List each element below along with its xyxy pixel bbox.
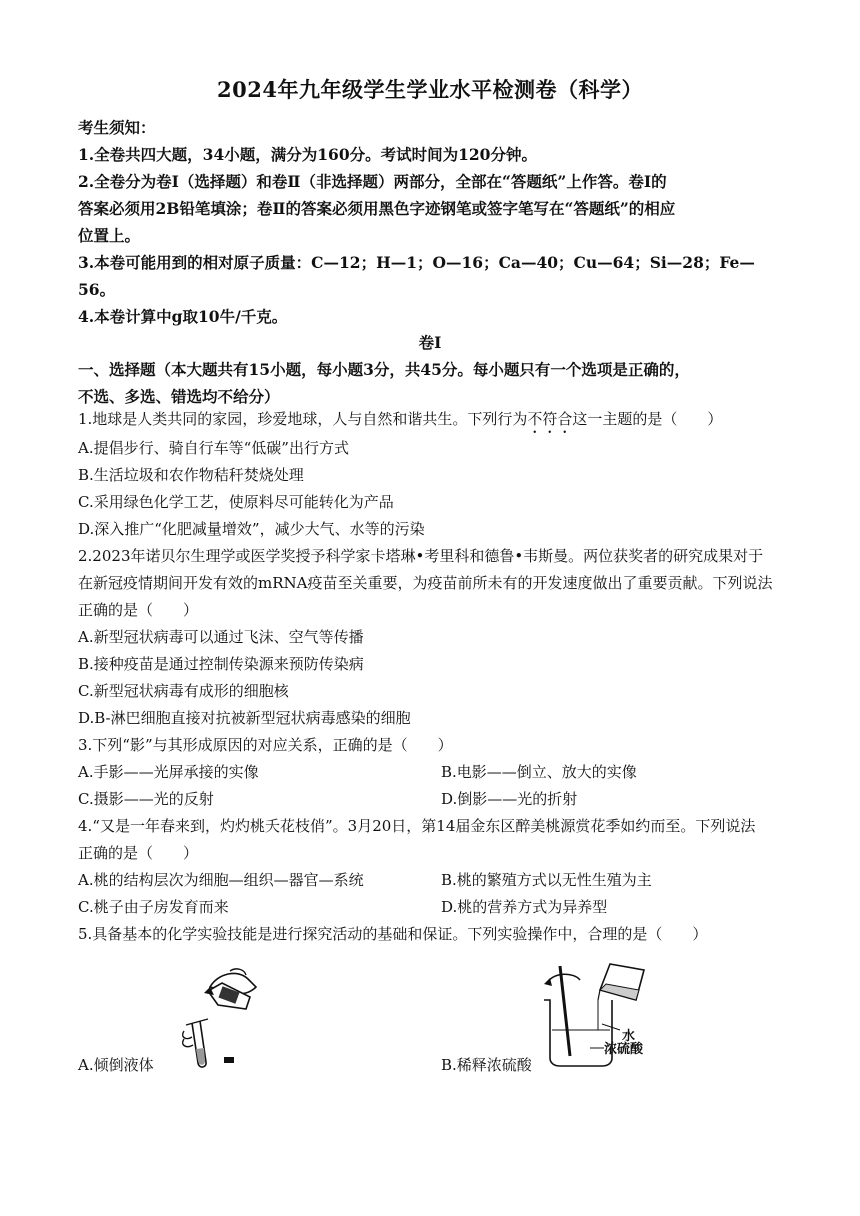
q2-option-d: D.B-淋巴细胞直接对抗被新型冠状病毒感染的细胞	[78, 709, 411, 727]
q3-option-c: C.摄影——光的反射	[78, 790, 214, 808]
q1-option-c: C.采用绿色化学工艺，使原料尽可能转化为产品	[78, 493, 394, 511]
q1-stem-before: 1.地球是人类共同的家园，珍爱地球，人与自然和谐共生。下列行为	[78, 410, 528, 428]
q5-stem: 5.具备基本的化学实验技能是进行探究活动的基础和保证。下列实验操作中，合理的是（ ）	[78, 925, 708, 943]
q2-option-c: C.新型冠状病毒有成形的细胞核	[78, 682, 289, 700]
page-title: 2024年九年级学生学业水平检测卷（科学）	[217, 77, 643, 102]
q3-stem: 3.下列“影”与其形成原因的对应关系，正确的是（ ）	[78, 736, 453, 754]
notice-item-2-cont: 答案必须用2B铅笔填涂；卷Ⅱ的答案必须用黑色字迹钢笔或签字笔写在“答题纸”的相应	[78, 199, 676, 218]
q1-option-b: B.生活垃圾和农作物秸秆焚烧处理	[78, 466, 304, 484]
q5-option-a: A.倾倒液体	[78, 1056, 154, 1074]
q1-stem	[78, 406, 790, 437]
q4-option-b: B.桃的繁殖方式以无性生殖为主	[441, 871, 652, 889]
q5-option-b: B.稀释浓硫酸	[441, 1056, 532, 1074]
section-heading-cont: 不选、多选、错选均不给分）	[78, 387, 280, 406]
notice-item-1: 1.全卷共四大题，34小题，满分为160分。考试时间为120分钟。	[78, 145, 537, 164]
q2-stem-2: 在新冠疫情期间开发有效的mRNA疫苗至关重要，为疫苗前所未有的开发速度做出了重要贡献。下列说法	[78, 574, 773, 592]
notice-item-3: 3.本卷可能用到的相对原子质量：C—12；H—1；O—16；Ca—40；Cu—64；Si—28；Fe—	[78, 253, 755, 272]
q4-option-c: C.桃子由子房发育而来	[78, 898, 229, 916]
q2-option-a: A.新型冠状病毒可以通过飞沫、空气等传播	[78, 628, 364, 646]
notice-heading: 考生须知：	[78, 118, 156, 137]
notice-item-4: 4.本卷计算中g取10牛/千克。	[78, 307, 288, 326]
dilute-acid-figure	[540, 960, 680, 1075]
figure-acid-label: 浓硫酸	[604, 1042, 644, 1057]
q1-option-a: A.提倡步行、骑自行车等“低碳”出行方式	[78, 439, 349, 457]
q2-stem-3: 正确的是（ ）	[78, 601, 199, 619]
q1-stem-after: 这一主题的是（ ）	[572, 410, 723, 428]
q4-option-d: D.桃的营养方式为异养型	[441, 898, 608, 916]
section-heading: 一、选择题（本大题共有15小题，每小题3分，共45分。每小题只有一个选项是正确的，	[78, 360, 690, 379]
q2-stem-1: 2.2023年诺贝尔生理学或医学奖授予科学家卡塔琳•考里科和德鲁•韦斯曼。两位获奖者的研究成果对于	[78, 547, 764, 565]
q1-stem-emphasis: 不符合	[527, 410, 573, 428]
q4-stem-2: 正确的是（ ）	[78, 844, 199, 862]
q1-option-d: D.深入推广“化肥减量增效”，减少大气、水等的污染	[78, 520, 425, 538]
q2-option-b: B.接种疫苗是通过控制传染源来预防传染病	[78, 655, 364, 673]
q3-option-d: D.倒影——光的折射	[441, 790, 578, 808]
q3-option-b: B.电影——倒立、放大的实像	[441, 763, 637, 781]
figure-water-label: 水	[622, 1029, 636, 1044]
notice-item-3-end: 56。	[78, 280, 116, 299]
q4-option-a: A.桃的结构层次为细胞—组织—器官—系统	[78, 871, 364, 889]
q4-stem-1: 4.“又是一年春来到，灼灼桃夭花枝俏”。3月20日，第14届金东区醉美桃源赏花季如约而至。下列说法	[78, 817, 756, 835]
q3-option-a: A.手影——光屏承接的实像	[78, 763, 259, 781]
notice-item-2-end: 位置上。	[78, 226, 141, 245]
volume-label: 卷Ⅰ	[418, 333, 442, 352]
notice-item-2: 2.全卷分为卷Ⅰ（选择题）和卷Ⅱ（非选择题）两部分，全部在“答题纸”上作答。卷Ⅰ的	[78, 172, 667, 191]
